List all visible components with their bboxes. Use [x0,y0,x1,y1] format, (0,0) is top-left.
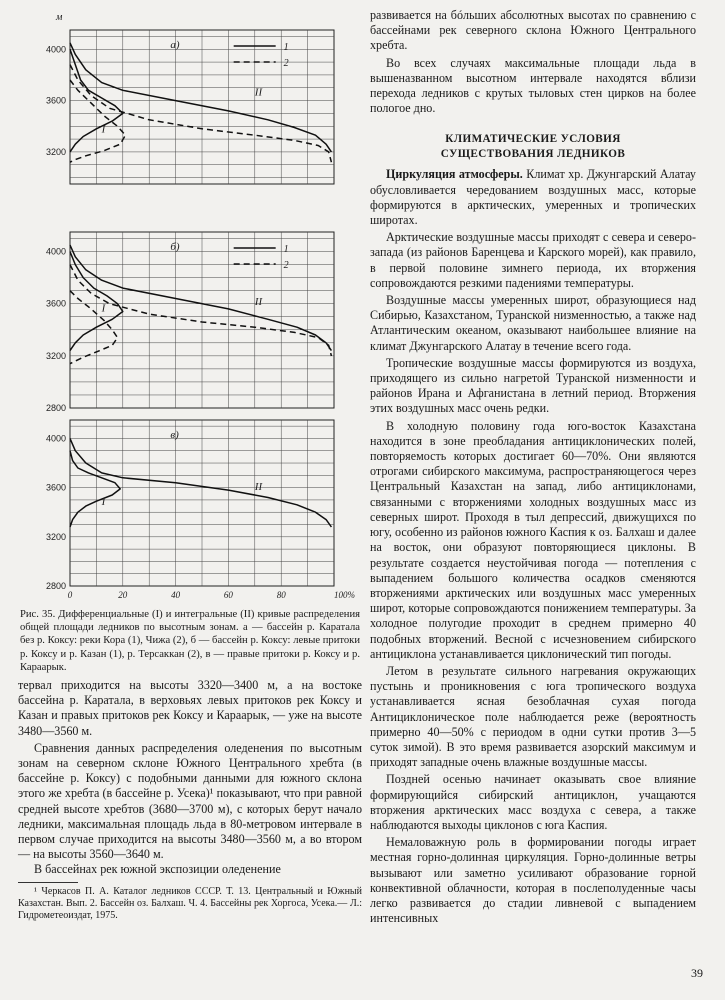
circulation-para [370,167,696,228]
region-label-II: II [254,86,263,99]
chart-panel-a [46,12,334,184]
region-label-II: II [254,296,263,309]
panel-label: б) [170,241,180,253]
footnote-rule [18,882,78,883]
section-heading [370,132,696,161]
right-para-3: Тропические воздушные массы формируются из воздуха, приходящего из сильно нагретой Туранской низменности и районов Ирана и Афганистана в летний период. Вторжения этих воздушных масс очень редки. [370,355,696,416]
right-para-intro-1: развивается на бóльших абсолютных высотах по сравнению с бассейнами рек северного склона Южного Центрального хребта. [370,8,696,53]
y-tick-label: 3200 [45,350,66,361]
y-tick-label: 4000 [45,44,66,55]
chart-panel-c [46,420,355,600]
circulation-para-text: Климат хр. Джунгарский Алатау обусловливается чередованием воздушных масс, которые формируются в арктических, умеренных и тропических широтах. [370,167,696,228]
left-para-3: В бассейнах рек южной экспозиции оледенение [34,862,281,877]
x-tick-label: 20 [118,590,128,600]
series-line-II [70,438,331,527]
series-line-I [70,451,120,527]
region-label-I: I [101,123,106,136]
chart-panel-b [46,232,334,413]
y-tick-label: 2800 [45,581,66,591]
legend-label-1: 1 [283,244,289,255]
series-line-I-2 [70,80,125,162]
y-tick-label: 3600 [45,298,66,309]
section-heading-line-2: СУЩЕСТВОВАНИЯ ЛЕДНИКОВ [440,147,626,160]
page-number: 39 [691,966,703,980]
x-tick-label: 80 [276,590,286,600]
right-para-5: Летом в результате сильного нагревания окружающих пустынь и проникновения с юга тропического воздуха устанавливается ясная безоблачная сухая погода Антициклоническое поле наблюдается реже (вероятность примерно 40—50% с периодом в одни сутки против 3—5 суток зимой). В это время развивается азорский максимум и приходят западные очень влажные воздушные массы. [370,663,696,770]
series-line-I-2 [70,291,118,364]
right-para-6: Поздней осенью начинает оказывать свое влияние формирующийся сибирский антициклон, учащаются вторжения арктических масс воздуха с севера, а также наблюдаются выходы циклонов с юга Каспия. [370,772,696,832]
right-para-7: Немаловажную роль в формировании погоды играет местная горно-долинная циркуляция. Горно-долинные ветры вызывают или заметно усиливают образование горной конвективной облачности, которая в послеполуденные часы легко развивается до стадии ливневой с выпадением интенсивных [370,835,696,926]
series-line-II-1 [70,43,331,152]
legend-label-1: 1 [283,42,289,53]
y-tick-label: 3200 [45,146,66,157]
right-para-1: Арктические воздушные массы приходят с севера и северо-запада (из районов Баренцева и Карского морей), как правило, в первой половине зимнего периода, их вторжения сопровождаются резкими падениями температуры. [370,230,696,290]
left-para-2: Сравнения данных распределения оледенения по высотным зонам на северном склоне Южного Центрального хребта (в бассейне р. Коксу) с подобными данными для южного склона этого же хребта (в бассейне р. Усека)¹ показывают, что при равной средней высоте хребтов (3680—3700 м), с которых берут начало ледники, максимальная площадь льда в 80-метровом интервале в первом случае приходится на высоты 3480—3560 м, а во втором — на высоты 3560—3640 м. [18,740,362,862]
y-tick-label: 3200 [45,531,66,542]
x-tick-label: 60 [223,590,233,600]
region-label-II: II [254,481,263,494]
subheading: Циркуляция атмосферы. [386,167,523,182]
left-para-1: тервал приходится на высоты 3320—3400 м, а на востоке бассейна р. Каратала, в верховьях левых притоков рек Коксу и Казан и правых притоков рек Коксу и Караарык, — уже на высоте 3480—3560 м. [18,678,362,738]
panel-label: а) [170,39,180,51]
legend-label-2: 2 [283,58,289,69]
y-tick-label: 3600 [45,95,66,106]
right-para-intro-2: Во всех случаях максимальные площади льда в вышеназванном высотном интервале находятся вблизи перехода ледников с крутых тыловых стен цирков на более пологое дно. [370,55,696,116]
panel-label: в) [170,429,179,441]
y-tick-label: 3600 [45,482,66,493]
y-axis-unit: м [56,12,63,23]
y-tick-label: 4000 [45,246,66,257]
series-line-II-2 [70,265,331,356]
section-heading-line-1: КЛИМАТИЧЕСКИЕ УСЛОВИЯ [445,133,621,146]
x-tick-label: 40 [171,590,181,600]
figure-caption: Рис. 35. Дифференциальные (I) и интегральные (II) кривые распределения общей площади ледников по высотным зонам. а — бассейн р. Каратала без р. Коксу: реки Кора (1), Чижа (2), б — бассейн р. Коксу: левые притоки р. Коксу и р. Казан (1), р. Терсаккан (2), в — правые притоки р. Коксу и р. Караарык. [20,609,360,673]
x-tick-label: 100% [334,590,355,600]
right-para-4: В холодную половину года юго-восток Казахстана находится в зоне преобладания антициклонических полей, повторяемость которых достигает 60—70%. Они являются отрогами сибирского максимума, распространяющегося через Центральный Казахстан на запад, либо антициклонами, связанными с вторжениями холодных воздушных масс из северных широт. Проходя в тыл депрессий, движущихся по югу, особенно из районов южного Каспия к оз. Балхаш и далее на восток, они образуют повторяющиеся циклоны. В результате создается неустойчивая погода — потепления с выпадением большого количества осадков сменяются вторжениями арктических или воздушных масс умеренных широт, которые сопровождаются понижением температуры. За холодное полугодие проходит в среднем примерно 40 подобных вторжений. Весной с исчезновением сибирского антициклона устанавливается циклонический тип погоды. [370,418,696,661]
y-tick-label: 4000 [45,433,66,444]
region-label-I: I [101,495,106,508]
legend-label-2: 2 [283,260,289,271]
figure-35 [18,8,358,608]
right-para-2: Воздушные массы умеренных широт, образующиеся над Сибирью, Казахстаном, Туранской низменностью, а также над Атлантическим океаном, оказывают наибольшее влияние на климат Джунгарского Алатау в течение всего года. [370,293,696,353]
region-label-I: I [101,302,106,315]
y-tick-label: 2800 [45,403,66,413]
footnote: ¹ Черкасов П. А. Каталог ледников СССР. Т. 13. Центральный и Южный Казахстан. Вып. 2. Бассейн оз. Балхаш. Ч. 4. Бассейны рек Хоргоса, Усека.— Л.: Гидрометеоиздат, 1975. [18,885,362,922]
x-tick-label: 0 [67,590,73,600]
